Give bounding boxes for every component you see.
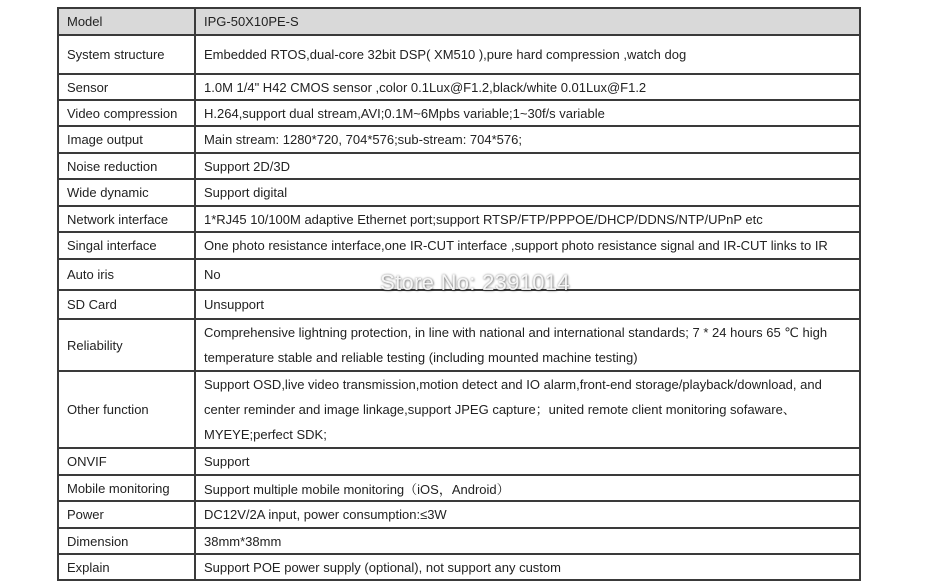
table-row-wide-dynamic [58, 179, 860, 206]
row-value: Support [195, 448, 860, 475]
row-value: Embedded RTOS,dual-core 32bit DSP( XM510 ),pure hard compression ,watch dog [195, 35, 860, 74]
table-row-image-output [58, 126, 860, 153]
table-row-sensor [58, 74, 860, 100]
table-row-sd-card [58, 290, 860, 319]
table-row-other-function [58, 371, 860, 448]
row-value: H.264,support dual stream,AVI;0.1M~6Mpbs variable;1~30f/s variable [195, 100, 860, 126]
table-row-dimension [58, 528, 860, 554]
row-label: Explain [58, 554, 195, 580]
row-value: IPG-50X10PE-S [195, 8, 860, 35]
row-label: Dimension [58, 528, 195, 554]
row-label: Other function [58, 371, 195, 448]
table-row-reliability [58, 319, 860, 371]
table-row-singal-interface [58, 232, 860, 259]
row-value: Unsupport [195, 290, 860, 319]
row-value: 1.0M 1/4" H42 CMOS sensor ,color 0.1Lux@F1.2,black/white 0.01Lux@F1.2 [195, 74, 860, 100]
row-value: No [195, 259, 860, 290]
row-label: Singal interface [58, 232, 195, 259]
table-row-auto-iris [58, 259, 860, 290]
row-label: SD Card [58, 290, 195, 319]
row-value: 1*RJ45 10/100M adaptive Ethernet port;support RTSP/FTP/PPPOE/DHCP/DDNS/NTP/UPnP etc [195, 206, 860, 232]
row-label: Image output [58, 126, 195, 153]
table-row-video-compression [58, 100, 860, 126]
row-label: Network interface [58, 206, 195, 232]
store-watermark: Store No: 2391014 [380, 270, 570, 295]
table-row-network-interface [58, 206, 860, 232]
row-value: DC12V/2A input, power consumption:≤3W [195, 501, 860, 528]
row-value: Support POE power supply (optional), not support any custom [195, 554, 860, 580]
table-row-power [58, 501, 860, 528]
row-label: Sensor [58, 74, 195, 100]
row-value: Comprehensive lightning protection, in line with national and international standards; 7 * 24 hours 65 ℃ high temperature stable and reliable testing (including mounted machine testing) [195, 319, 860, 371]
row-label: ONVIF [58, 448, 195, 475]
row-value: Support OSD,live video transmission,motion detect and IO alarm,front-end storage/playback/download, and center reminder and image linkage,support JPEG capture；united remote client monitoring sofaware、MYEYE;perfect SDK; [195, 371, 860, 448]
spec-table [57, 7, 861, 581]
table-row-explain [58, 554, 860, 580]
row-label: System structure [58, 35, 195, 74]
row-label: Reliability [58, 319, 195, 371]
row-label: Mobile monitoring [58, 475, 195, 501]
row-value: Support digital [195, 179, 860, 206]
row-value: One photo resistance interface,one IR-CUT interface ,support photo resistance signal and IR-CUT links to IR [195, 232, 860, 259]
row-label: Noise reduction [58, 153, 195, 179]
row-label: Video compression [58, 100, 195, 126]
row-value: Support 2D/3D [195, 153, 860, 179]
table-row-model [58, 8, 860, 35]
table-row-noise-reduction [58, 153, 860, 179]
table-row-system-structure [58, 35, 860, 74]
table-row-onvif [58, 448, 860, 475]
row-label: Auto iris [58, 259, 195, 290]
row-label: Model [58, 8, 195, 35]
row-value: 38mm*38mm [195, 528, 860, 554]
row-value: Main stream: 1280*720, 704*576;sub-stream: 704*576; [195, 126, 860, 153]
row-label: Wide dynamic [58, 179, 195, 206]
table-row-mobile-monitoring [58, 475, 860, 501]
row-value: Support multiple mobile monitoring（iOS，Android） [195, 475, 860, 501]
row-label: Power [58, 501, 195, 528]
